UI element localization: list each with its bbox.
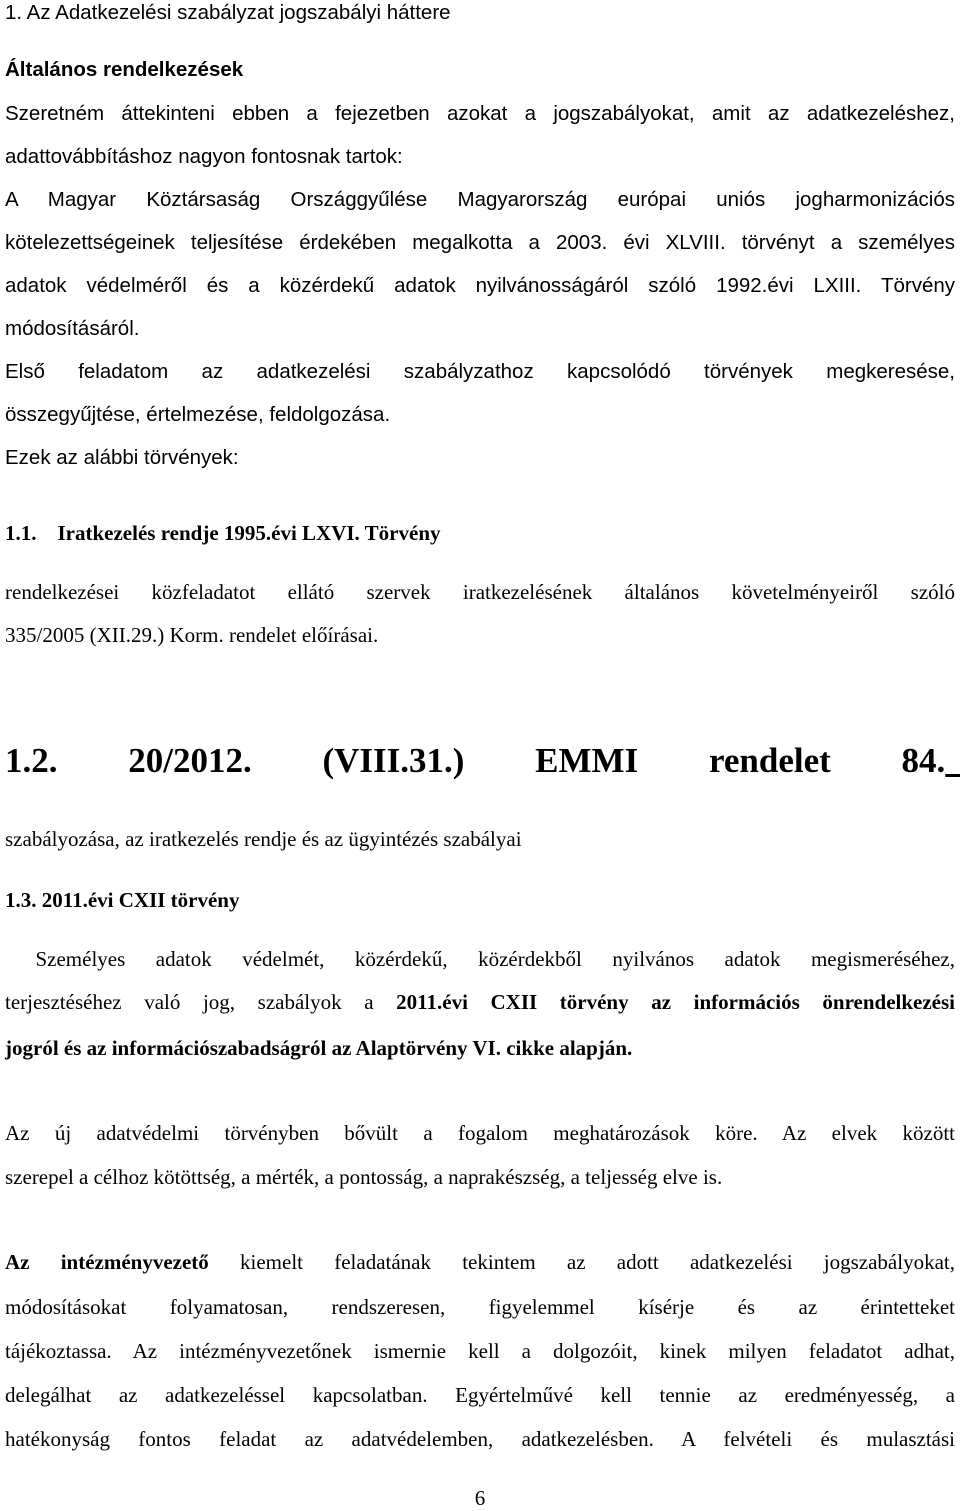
section-heading-general: Általános rendelkezések bbox=[5, 58, 244, 81]
section-1-3-line-2-normal: terjesztéséhez való jog, szabályok a bbox=[5, 990, 397, 1014]
intro-line-2: adattovábbításhoz nagyon fontosnak tartok: bbox=[5, 145, 403, 168]
intro-line-9: Ezek az alábbi törvények: bbox=[5, 446, 239, 469]
intro-line-3: A Magyar Köztársaság Országgyűlése Magyarország európai uniós jogharmonizációs bbox=[5, 188, 955, 211]
paragraph-head-line-3: tájékoztassa. Az intézményvezetőnek ismernie kell a dolgozóit, kinek milyen feladatot adhat, bbox=[5, 1339, 955, 1363]
section-heading-1-3: 1.3. 2011.évi CXII törvény bbox=[5, 888, 240, 912]
paragraph-head-line-1-bold: Az intézményvezető bbox=[5, 1250, 209, 1274]
section-1-3-line-2 bbox=[5, 989, 955, 1015]
section-heading-1-2-text: 1.2. 20/2012. (VIII.31.) EMMI rendelet 84. bbox=[5, 741, 946, 780]
page-number: 6 bbox=[474, 1486, 486, 1510]
paragraph-head-line-4: delegálhat az adatkezeléssel kapcsolatban. Egyértelművé kell tennie az eredményesség, a bbox=[5, 1383, 955, 1407]
paragraph-head-line-1-rest: kiemelt feladatának tekintem az adott adatkezelési jogszabályokat, bbox=[208, 1250, 955, 1274]
paragraph-head-line-5: hatékonyság fontos feladat az adatvédelemben, adatkezelésben. A felvételi és mulasztási bbox=[5, 1427, 955, 1451]
section-1-3-line-3: jogról és az információszabadságról az Alaptörvény VI. cikke alapján. bbox=[5, 1036, 633, 1060]
section-1-3-line-2-bold: 2011.évi CXII törvény az információs önrendelkezési bbox=[396, 990, 955, 1014]
paragraph-head-line-1 bbox=[5, 1249, 955, 1275]
section-heading-1-2 bbox=[5, 739, 955, 783]
section-1-3-line-1: Személyes adatok védelmét, közérdekű, közérdekből nyilvános adatok megismeréséhez, bbox=[5, 947, 955, 971]
intro-line-8: összegyűjtése, értelmezése, feldolgozása. bbox=[5, 403, 391, 426]
intro-line-7: Első feladatom az adatkezelési szabályzathoz kapcsolódó törvények megkeresése, bbox=[5, 360, 955, 383]
paragraph-new-law-line-1: Az új adatvédelmi törvényben bővült a fogalom meghatározások köre. Az elvek között bbox=[5, 1121, 955, 1145]
paragraph-head-line-2: módosításokat folyamatosan, rendszeresen, figyelemmel kísérje és az érintetteket bbox=[5, 1295, 955, 1319]
intro-line-6: módosításáról. bbox=[5, 317, 140, 340]
chapter-heading: 1. Az Adatkezelési szabályzat jogszabályi háttere bbox=[5, 1, 451, 24]
section-heading-1-2-trail bbox=[945, 741, 960, 780]
paragraph-new-law-line-2: szerepel a célhoz kötöttség, a mérték, a pontosság, a naprakészség, a teljesség elve is. bbox=[5, 1165, 723, 1189]
section-1-1-line-1: rendelkezései közfeladatot ellátó szervek iratkezelésének általános követelményeiről szóló bbox=[5, 580, 955, 604]
section-1-2-line-1: szabályozása, az iratkezelés rendje és az ügyintézés szabályai bbox=[5, 827, 522, 851]
section-1-1-line-2: 335/2005 (XII.29.) Korm. rendelet előírásai. bbox=[5, 623, 379, 647]
intro-line-1: Szeretném áttekinteni ebben a fejezetben azokat a jogszabályokat, amit az adatkezeléshez, bbox=[5, 102, 955, 125]
section-heading-1-1: 1.1. Iratkezelés rendje 1995.évi LXVI. Törvény bbox=[5, 521, 441, 545]
intro-line-4: kötelezettségeinek teljesítése érdekében megalkotta a 2003. évi XLVIII. törvényt a személyes bbox=[5, 231, 955, 254]
intro-line-5: adatok védelméről és a közérdekű adatok nyilvánosságáról szóló 1992.évi LXIII. Törvény bbox=[5, 274, 955, 297]
